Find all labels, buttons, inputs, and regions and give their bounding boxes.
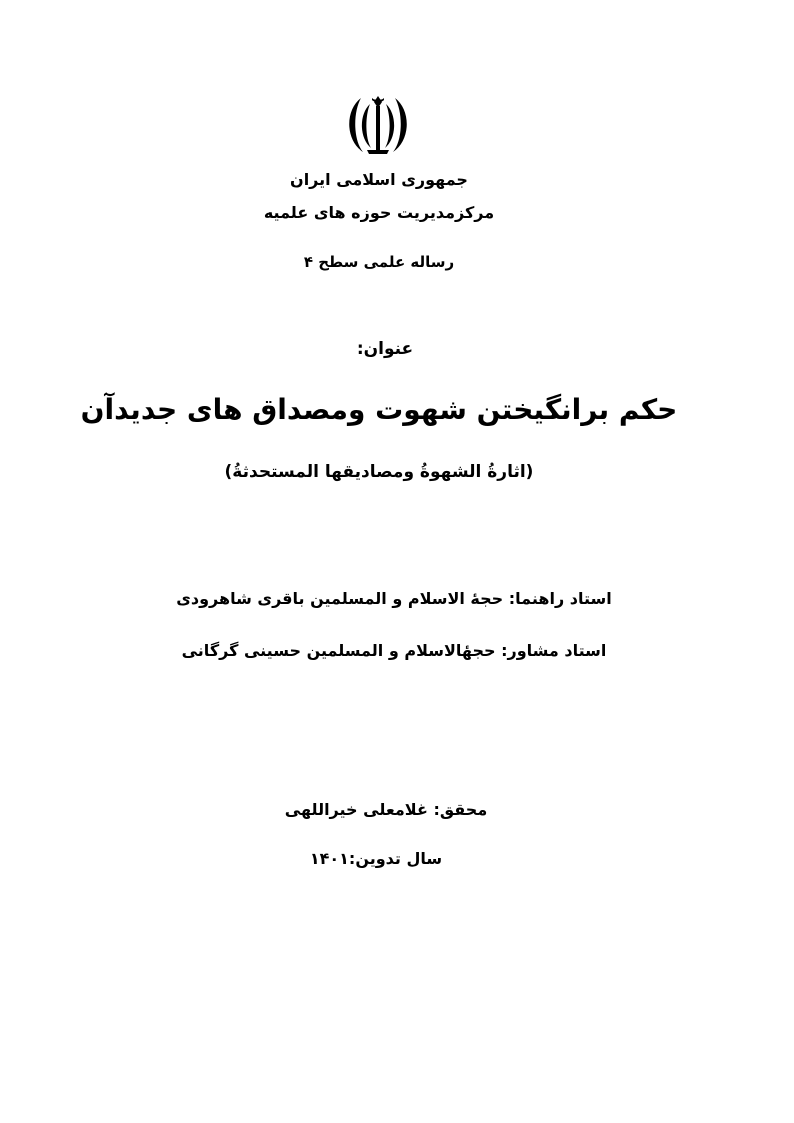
consultant-line: استاد مشاور: حجهٔالاسلام و المسلمین حسینی گرگانی — [181, 641, 607, 660]
title-label: عنوان: — [356, 339, 414, 359]
thesis-level: رساله علمی سطح ۴ — [303, 253, 455, 271]
researcher-line: محقق: غلامعلی خیراللهی — [284, 800, 488, 819]
compilation-year: سال تدوین:۱۴۰۱ — [309, 849, 443, 868]
seminary-center-name: مرکزمدیریت حوزه های علمیه — [263, 203, 495, 222]
country-name: جمهوری اسلامی ایران — [290, 170, 468, 189]
thesis-arabic-title: (اثارةُ الشهوةُ ومصاديقها المستحدثةُ) — [224, 462, 534, 482]
iran-emblem-icon — [343, 94, 413, 156]
thesis-title: حکم برانگیختن شهوت ومصداق های جدیدآن — [80, 393, 678, 426]
supervisor-line: استاد راهنما: حجهٔ الاسلام و المسلمین باقری شاهرودی — [176, 589, 612, 608]
